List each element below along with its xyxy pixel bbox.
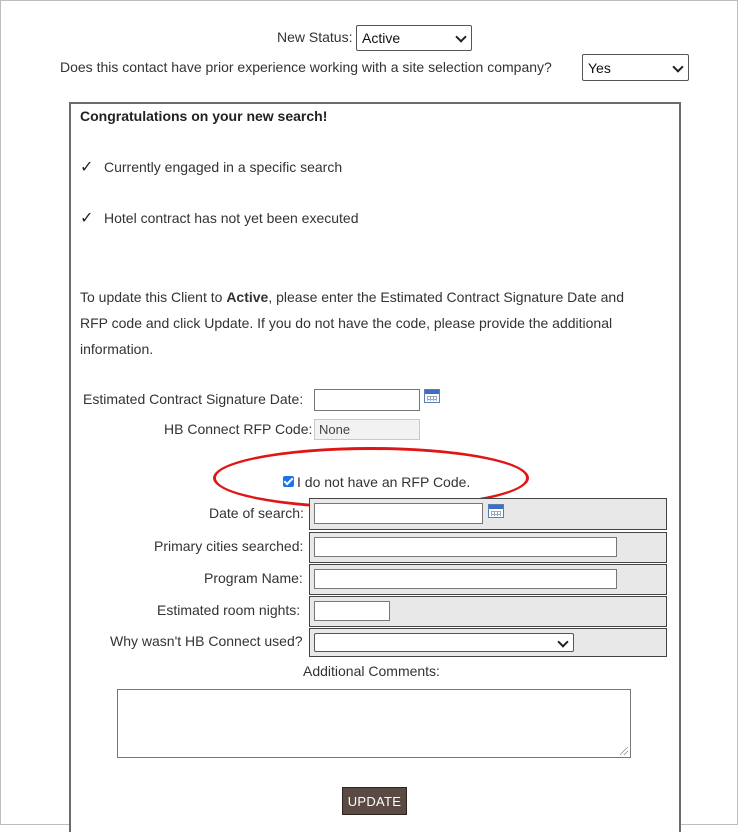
- signature-date-label: Estimated Contract Signature Date:: [83, 391, 304, 407]
- rfp-code-label: HB Connect RFP Code:: [164, 421, 313, 437]
- calendar-icon[interactable]: [424, 389, 440, 403]
- prior-experience-question: Does this contact have prior experience working with a site selection company?: [60, 59, 552, 75]
- prior-experience-select-value: Yes: [588, 59, 611, 76]
- comments-textarea[interactable]: [117, 689, 631, 758]
- check-item-contract: Hotel contract has not yet been executed: [104, 210, 359, 226]
- status-select[interactable]: [356, 25, 472, 51]
- signature-date-input[interactable]: [314, 389, 420, 411]
- no-rfp-label: I do not have an RFP Code.: [297, 474, 471, 490]
- check-item-engaged: Currently engaged in a specific search: [104, 159, 343, 175]
- program-name-input[interactable]: [314, 569, 617, 589]
- date-of-search-label: Date of search:: [209, 505, 304, 521]
- checkmark-icon: ✓: [80, 210, 94, 227]
- checkmark-icon: ✓: [80, 159, 94, 176]
- instructions-text: [80, 284, 650, 362]
- calendar-icon[interactable]: [488, 504, 504, 518]
- prior-experience-select[interactable]: [582, 54, 689, 81]
- new-status-label: New Status:: [277, 29, 353, 45]
- resize-handle-icon[interactable]: [620, 747, 628, 755]
- room-nights-label: Estimated room nights:: [157, 602, 301, 618]
- panel-heading: Congratulations on your new search!: [80, 108, 328, 124]
- chevron-down-icon: [455, 31, 466, 42]
- why-not-select[interactable]: [314, 633, 574, 652]
- primary-cities-label: Primary cities searched:: [154, 538, 304, 554]
- instructions-status-bold: Active: [226, 289, 269, 305]
- status-select-value: Active: [362, 30, 401, 46]
- why-not-label: Why wasn't HB Connect used?: [110, 633, 303, 649]
- primary-cities-input[interactable]: [314, 537, 617, 557]
- instructions-part2: , please enter the Estimated Contract Signature Date and RFP code and click Update. If you do not have the code, please provide the additional information.: [80, 289, 624, 357]
- program-name-label: Program Name:: [204, 570, 303, 586]
- room-nights-input[interactable]: [314, 601, 390, 621]
- update-button[interactable]: UPDATE: [342, 787, 407, 815]
- chevron-down-icon: [672, 61, 683, 72]
- rfp-code-input[interactable]: None: [314, 419, 420, 440]
- instructions-part1: To update this Client to: [80, 289, 227, 305]
- comments-label: Additional Comments:: [303, 663, 440, 679]
- date-of-search-input[interactable]: [314, 503, 483, 524]
- chevron-down-icon: [557, 636, 568, 647]
